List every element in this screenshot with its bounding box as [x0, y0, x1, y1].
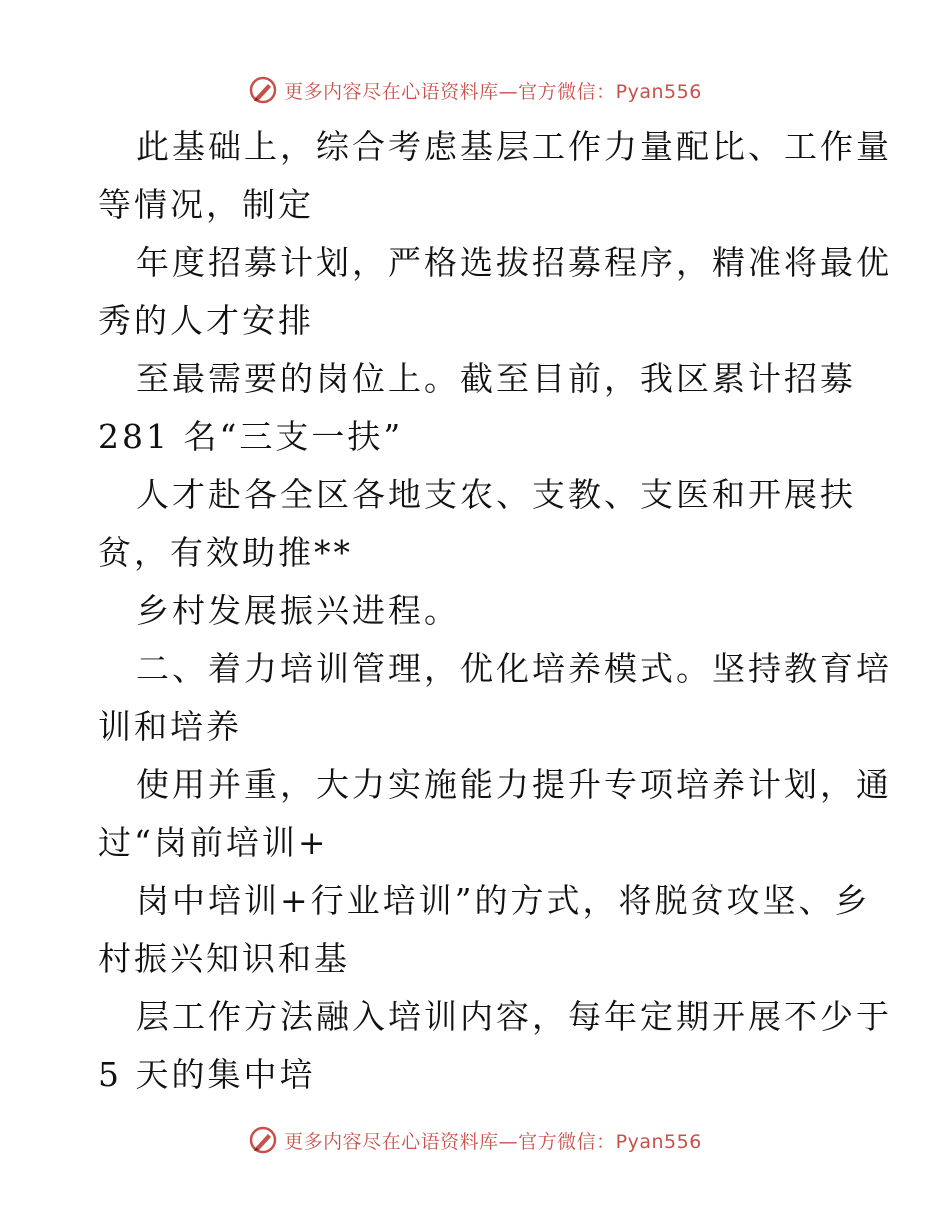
- text-line: 二、着力培训管理，优化培养模式。坚持教育培: [136, 649, 892, 688]
- text-line: 此基础上，综合考虑基层工作力量配比、工作量: [136, 127, 892, 166]
- header-banner-text: 更多内容尽在心语资料库—官方微信：Pyan556: [284, 80, 702, 103]
- text-line: 年度招募计划，严格选拔招募程序，精准将最优: [136, 243, 892, 282]
- text-line: 至最需要的岗位上。截至目前，我区累计招募: [136, 359, 856, 398]
- text-line: 层工作方法融入培训内容，每年定期开展不少于: [136, 997, 892, 1036]
- document-body: [98, 118, 892, 1104]
- text-line: 过“岗前培训+: [98, 823, 329, 862]
- header-banner: [0, 70, 950, 110]
- text-line: 使用并重，大力实施能力提升专项培养计划，通: [136, 765, 892, 804]
- text-line: 人才赴各全区各地支农、支教、支医和开展扶: [136, 475, 856, 514]
- text-line: 5 天的集中培: [98, 1055, 316, 1094]
- text-line: 秀的人才安排: [98, 301, 314, 340]
- text-line: 贫，有效助推**: [98, 533, 353, 572]
- text-line: 等情况，制定: [98, 185, 314, 224]
- text-line: 训和培养: [98, 707, 242, 746]
- footer-banner-text: 更多内容尽在心语资料库—官方微信：Pyan556: [284, 1130, 702, 1153]
- text-line: 村振兴知识和基: [98, 939, 350, 978]
- text-line: 岗中培训+行业培训”的方式，将脱贫攻坚、乡: [136, 881, 871, 920]
- footer-banner: [0, 1120, 950, 1160]
- pen-logo-icon: [248, 1125, 278, 1155]
- pen-logo-icon: [248, 75, 278, 105]
- text-line: 281 名“三支一扶”: [98, 417, 404, 456]
- text-line: 乡村发展振兴进程。: [136, 591, 460, 630]
